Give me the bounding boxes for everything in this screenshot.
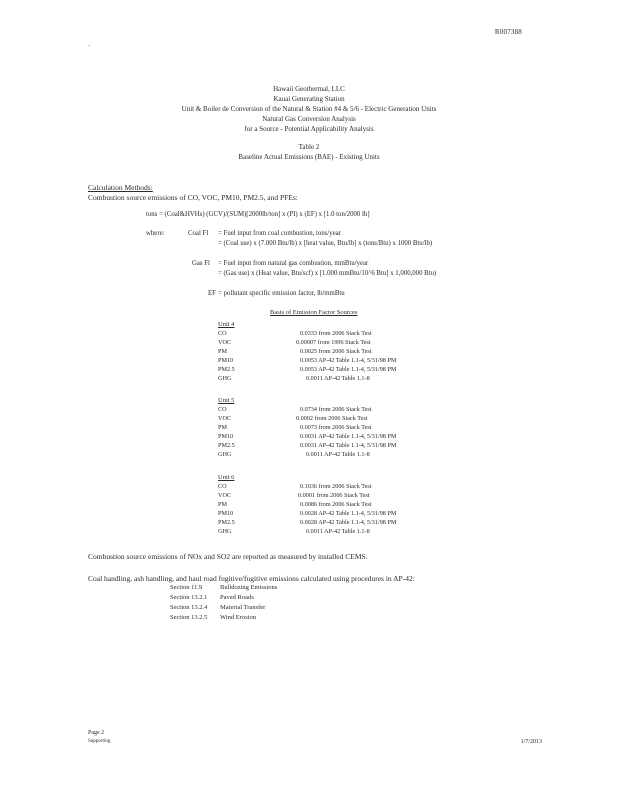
pollutant-label: VOC xyxy=(218,339,232,346)
factor-value: 0.0053 AP-42 Table 1.1-4, 5/31/98 PM xyxy=(300,366,397,373)
pollutant-label: CO xyxy=(218,330,227,337)
ap42-description: Bulldozing Emissions xyxy=(220,584,278,591)
title-line-company: Hawaii Geothermal, LLC xyxy=(273,85,345,93)
factor-value: 0.0002 from 2006 Stack Test xyxy=(296,415,368,422)
pollutant-label: PM10 xyxy=(218,510,234,517)
page-number: Page 2 xyxy=(88,730,105,736)
pollutant-label: PM xyxy=(218,501,227,508)
ap42-section: Section 13.2.5 xyxy=(170,614,208,621)
pollutant-label: CO xyxy=(218,483,227,490)
pollutant-label: GHG xyxy=(218,375,232,382)
pollutant-label: VOC xyxy=(218,415,232,422)
pollutant-label: PM2.5 xyxy=(218,442,235,449)
title-line-analysis: Natural Gas Conversion Analysis xyxy=(262,115,356,123)
pollutant-label: GHG xyxy=(218,451,232,458)
ef-definition: = pollutant specific emission factor, lb/mmBtu xyxy=(218,290,345,297)
coal-fi-label: Coal Fl xyxy=(188,230,209,237)
table-title-block xyxy=(0,142,618,162)
factor-value: 0.0073 from 2006 Stack Test xyxy=(300,424,372,431)
factor-value: 0.0011 AP-42 Table 1.1-8 xyxy=(306,451,370,458)
gas-fi-equation: = (Gas use) x (Heat value, Btu/scf) x [1.000 mmBtu/10^6 Btu] x 1,000,000 Btu) xyxy=(218,270,437,277)
ap42-section: Section 13.2.1 xyxy=(170,594,208,601)
coal-fi-equation: = (Coal use) x (7.000 Btu/lb) x [heat value, Btu/lb] x (tons/Btu) x 1000 Btu/lb) xyxy=(218,240,433,247)
title-line-project: Unit & Boiler de Conversion of the Natural & Station #4 & 5/6 - Electric Generation Units xyxy=(181,105,437,113)
unit-heading: Unit 5 xyxy=(218,397,235,404)
pollutant-label: PM10 xyxy=(218,357,234,364)
title-line-purpose: for a Source - Potential Applicability Analysis xyxy=(244,125,374,133)
unit-heading: Unit 6 xyxy=(218,474,235,481)
factor-table-title: Basis of Emission Factor Sources xyxy=(270,309,358,316)
pollutant-label: GHG xyxy=(218,528,232,535)
ap42-description: Paved Roads xyxy=(220,594,254,601)
factor-value: 0.0028 AP-42 Table 1.1-4, 5/31/98 PM xyxy=(300,510,397,517)
factor-value: 0.0734 from 2006 Stack Test xyxy=(300,406,372,413)
pollutant-label: PM10 xyxy=(218,433,234,440)
ap42-section: Section 13.2.4 xyxy=(170,604,208,611)
where-label: where: xyxy=(146,230,165,237)
table-number: Table 2 xyxy=(298,143,320,151)
gas-fi-label: Gas Fl xyxy=(192,260,210,267)
ap42-description: Wind Erosion xyxy=(220,614,257,621)
corner-mark: · xyxy=(88,42,91,50)
pollutant-label: PM xyxy=(218,348,227,355)
pollutant-label: VOC xyxy=(218,492,232,499)
ef-label: EF xyxy=(208,290,216,297)
pollutant-label: PM2.5 xyxy=(218,519,235,526)
table-caption: Baseline Actual Emissions (BAE) - Existing Units xyxy=(238,153,380,161)
footer-date: 1/7/2013 xyxy=(520,739,542,745)
title-block xyxy=(0,84,618,134)
calc-methods-heading: Calculation Methods: xyxy=(88,183,153,192)
factor-value: 0.0028 AP-42 Table 1.1-4, 5/31/98 PM xyxy=(300,519,397,526)
coal-fi-definition: = Fuel input from coal combustion, tons/year xyxy=(218,230,341,237)
factor-value: 0.0333 from 2006 Stack Test xyxy=(300,330,372,337)
gas-fi-definition: = Fuel input from natural gas combustion, mmBtu/year xyxy=(218,260,369,267)
factor-value: 0.0031 AP-42 Table 1.1-4, 5/31/98 PM xyxy=(300,442,397,449)
calc-methods-intro: Combustion source emissions of CO, VOC, PM10, PM2.5, and PFEs: xyxy=(88,193,298,202)
factor-value: 0.0011 AP-42 Table 1.1-8 xyxy=(306,528,370,535)
ap42-section: Section 11.9 xyxy=(170,584,203,591)
emission-formula: tons = (Coal&HVHs) (GCV)/(SUM)[2000lb/ton] x (PI) x (EF) x [1.0 ton/2000 lb] xyxy=(146,211,370,218)
document-id: R007388 xyxy=(494,28,522,36)
factor-value: 0.0001 from 2006 Stack Test xyxy=(298,492,370,499)
factor-value: 0.0053 AP-42 Table 1.1-4, 5/31/98 PM xyxy=(300,357,397,364)
ap42-description: Material Transfer xyxy=(220,604,266,611)
pollutant-label: PM2.5 xyxy=(218,366,235,373)
factor-value: 0.00007 from 1996 Stack Test xyxy=(296,339,371,346)
fugitive-note: Coal handling, ash handling, and haul road fugitive/fugitive emissions calculated using procedures in AP-42: xyxy=(88,574,415,583)
factor-value: 0.0031 AP-42 Table 1.1-4, 5/31/98 PM xyxy=(300,433,397,440)
factor-value: 0.0011 AP-42 Table 1.1-8 xyxy=(306,375,370,382)
factor-value: 0.0086 from 2006 Stack Test xyxy=(300,501,372,508)
pollutant-label: CO xyxy=(218,406,227,413)
pollutant-label: PM xyxy=(218,424,227,431)
cems-note: Combustion source emissions of NOx and SO2 are reported as measured by installed CEMS. xyxy=(88,552,368,561)
unit-heading: Unit 4 xyxy=(218,321,235,328)
factor-value: 0.0025 from 2006 Stack Test xyxy=(300,348,372,355)
title-line-station: Kauai Generating Station xyxy=(273,95,345,103)
factor-value: 0.1036 from 2006 Stack Test xyxy=(300,483,372,490)
footer-label: Supporting xyxy=(88,739,111,744)
